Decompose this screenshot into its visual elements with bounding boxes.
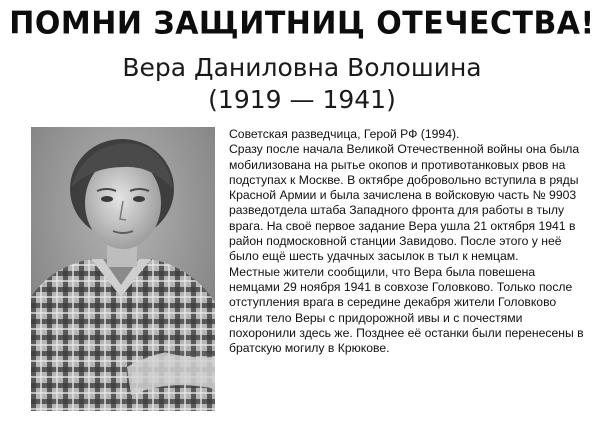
biography-text bbox=[229, 127, 589, 356]
life-years: (1919 — 1941) bbox=[208, 85, 396, 114]
portrait-photo bbox=[31, 127, 215, 411]
biography-paragraph: Сразу после начала Великой Отечественной войны она была мобилизована на рытье окопов и противотанковых рвов на подступах к Москве. В октябре добровольно вступила в ряды Красной Армии и была зачислена в войсковую часть № 9903 разведотдела штаба Западного фронта для работы в тылу врага. На своё первое задание Вера ушла 21 октября 1941 в район подмосковной станции Завидово. После этого у неё было ещё шесть удачных засылок в тыл к немцам. bbox=[229, 142, 580, 264]
biography-paragraph: Местные жители сообщили, что Вера была повешена немцами 29 ноября 1941 в совхозе Головково. Только после отступления врага в середине декабря жители Головково сняли тело Веры с придорожной ивы и с почестями похоронили здесь же. Позднее её останки были перенесены в братскую могилу в Крюкове. bbox=[229, 264, 584, 356]
biography-paragraph: Советская разведчица, Герой РФ (1994). bbox=[229, 127, 460, 141]
person-name: Вера Даниловна Волошина bbox=[122, 53, 482, 82]
poster-headline: ПОМНИ ЗАЩИТНИЦ ОТЕЧЕСТВА! bbox=[9, 5, 595, 42]
portrait-photo-icon bbox=[31, 127, 215, 411]
